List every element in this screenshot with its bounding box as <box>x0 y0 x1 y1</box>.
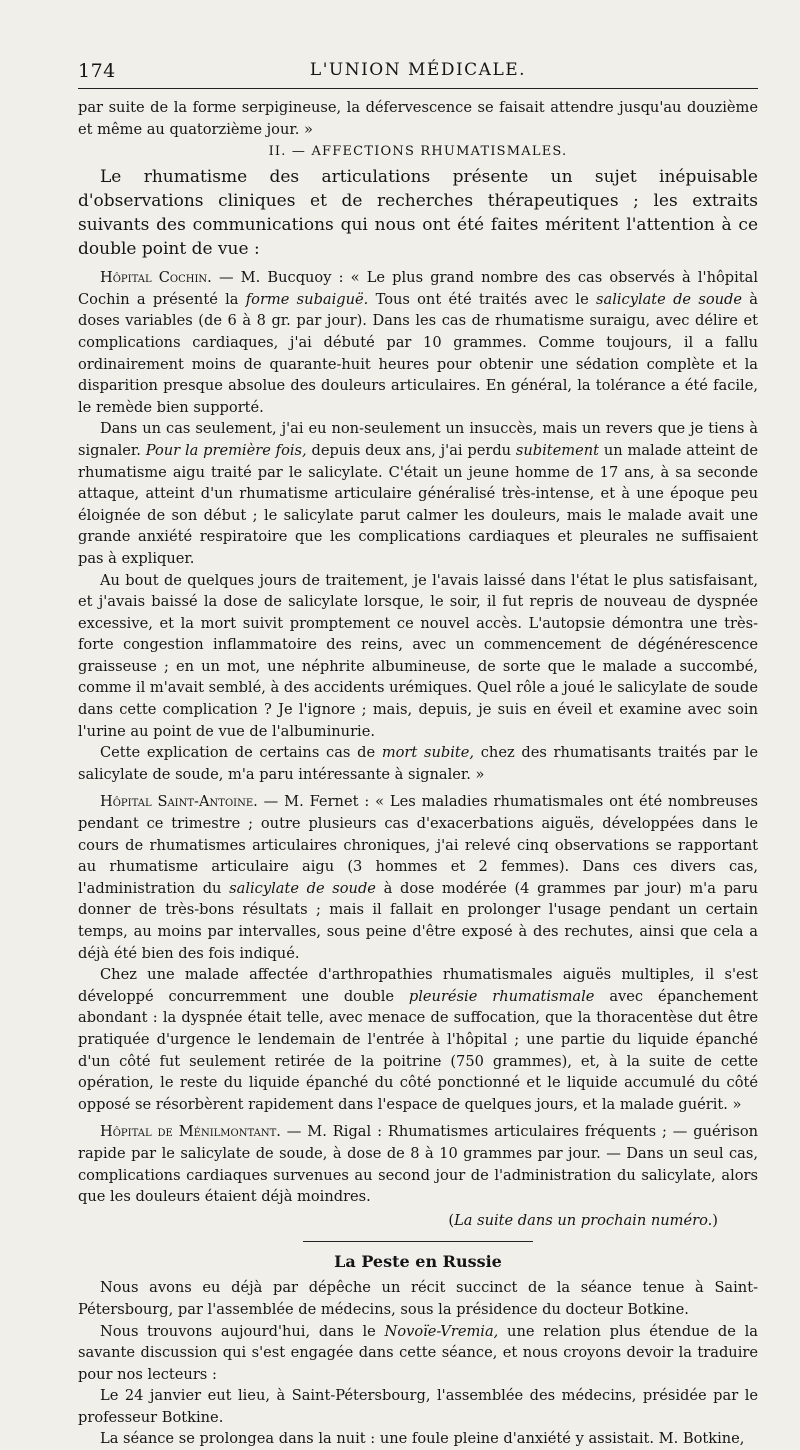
italic-run: forme subaiguë. <box>245 290 369 308</box>
text-run: Tous ont été traités avec le <box>368 290 596 308</box>
continued-note <box>78 1210 758 1232</box>
section-intro: Le rhumatisme des articulations présente un sujet inépuisable d'observations cliniques et de recherches thérapeutiques ; les extraits suivants des communications qui nous ont été faites méritent l'attention à ce double point de vue : <box>78 167 758 260</box>
text-run: à doses variables (de 6 à 8 gr. par jour). Dans les cas de rhumatisme suraigu, avec délire et complications cardiaques, j'ai débuté par 10 grammes. Comme toujours, il a fallu ordinairement moins de quarante-huit heures pour obtenir une sédation complète et la disparition presque absolue des douleurs articulaires. En général, la tolérance a été facile, le remède bien supporté. <box>78 290 758 416</box>
italic-run: Pour la première fois, <box>145 441 307 459</box>
text-run: à dose modérée (4 grammes par jour) m'a paru donner de très-bons résultats ; mais il fallait en prolonger l'usage pendant un certain temps, au moins par intervalles, sous peine d'être exposé à des rechutes, ainsi que cela a déjà été bien des fois indiqué. <box>78 879 758 962</box>
italic-run: salicylate de soude <box>596 290 743 308</box>
page-header <box>78 48 758 88</box>
continuation-paragraph: par suite de la forme serpigineuse, la défervescence se faisait attendre jusqu'au douzième et même au quatorzième jour. » <box>78 99 758 138</box>
text-run: — M. Rigal : Rhumatismes articulaires fréquents ; — guérison rapide par le salicylate de soude, à dose de 8 à 10 grammes par jour. — Dans un seul cas, complications cardiaques survenues au second jour de l'administration du salicylate, alors que les douleurs étaient déjà moindres. <box>78 1123 759 1206</box>
text-run: Chez une malade affectée d'arthropathies rhumatismales aiguës multiples, il s'est développé concurremment une double <box>78 966 758 1005</box>
text-run: une relation plus étendue de la savante discussion qui s'est engagée dans cette séance, et nous croyons devoir la traduire pour nos lecteurs : <box>78 1322 758 1383</box>
text-run: depuis deux ans, j'ai perdu <box>306 441 516 459</box>
italic-run: mort subite, <box>381 744 475 762</box>
article-paragraph-4: La séance se prolongea dans la nuit : une foule pleine d'anxiété y assistait. M. Botkine, <box>100 1430 745 1448</box>
italic-run: pleurésie rhumatismale <box>408 987 595 1005</box>
text-run: un malade atteint de rhumatisme aigu traité par le salicylate. C'était un jeune homme de 17 ans, à sa seconde attaque, atteint d'un rhumatisme articulaire généralisé très-intense, et à une époque peu éloignée de son début ; le salicylate parut calmer les douleurs, mais le malade avait une grande anxiété respiratoire que les complications cardiaques et pleurales ne suffisaient pas à expliquer. <box>78 441 758 567</box>
italic-run: Novoïe-Vremia, <box>384 1322 499 1340</box>
text-run: Cette explication de certains cas de <box>100 744 382 762</box>
article-paragraph-1: Nous avons eu déjà par dépêche un récit succinct de la séance tenue à Saint-Pétersbourg, par l'assemblée de médecins, sous la présidence du docteur Botkine. <box>78 1279 758 1318</box>
article-title: La Peste en Russie <box>334 1252 502 1272</box>
text-run: avec épanchement abondant : la dyspnée était telle, avec menace de suffocation, que la thoracentèse dut être pratiquée d'urgence le lendemain de l'entrée à l'hôpital ; une partie du liquide épanché d'un côté fut seulement retirée de la poitrine (750 grammes), et, à la suite de cette opération, le reste du liquide épanché du côté ponctionné et le liquide accumulé du côté opposé se résorbèrent rapidement dans l'espace de quelques jours, et la malade guérit. » <box>78 987 758 1113</box>
cochin-paragraph-4 <box>78 742 758 785</box>
continued-note-text: La suite dans un prochain numéro. <box>454 1211 713 1229</box>
hospital-name: Hôpital Cochin. <box>100 269 212 287</box>
running-title: L'UNION MÉDICALE. <box>309 60 527 80</box>
article-paragraph-2 <box>78 1321 758 1386</box>
paren-close: ) <box>712 1211 718 1229</box>
section-divider <box>303 1241 533 1242</box>
text-run: — M. Bucquoy : « Le plus grand nombre des cas observés à l'hôpital Cochin a présenté la <box>78 269 758 308</box>
header-rule <box>78 88 758 89</box>
cochin-paragraph-1 <box>78 267 758 418</box>
cochin-paragraph-2 <box>78 418 758 569</box>
hospital-name: Hôpital Saint-Antoine. <box>100 793 258 811</box>
text-run: Dans un cas seulement, j'ai eu non-seulement un insuccès, mais un revers que je tiens à signaler. <box>78 420 758 459</box>
paren-open: ( <box>448 1211 455 1229</box>
hospital-name: Hôpital de Ménilmontant. <box>100 1123 281 1141</box>
saint-antoine-paragraph-1 <box>78 791 758 964</box>
article-paragraph-3: Le 24 janvier eut lieu, à Saint-Pétersbourg, l'assemblée des médecins, présidée par le professeur Botkine. <box>78 1387 758 1426</box>
text-run: — M. Fernet : « Les maladies rhumatismales ont été nombreuses pendant ce trimestre ; outre plusieurs cas d'exacerbations aiguës, développées dans le cours de rhumatismes articulaires chroniques, j'ai relevé cinq observations se rapportant au rhumatisme articulaire aigu (3 hommes et 2 femmes). Dans ces divers cas, l'administration du <box>78 793 758 897</box>
italic-run: subitement <box>515 441 600 459</box>
cochin-paragraph-3: Au bout de quelques jours de traitement, je l'avais laissé dans l'état le plus satisfaisant, et j'avais baissé la dose de salicylate lorsque, le soir, il fut repris de nouveau de dyspnée excessive, et la mort suivit promptement ce nouvel accès. L'autopsie démontra une très-forte congestion inflammatoire des reins, avec un commencement de dégénérescence graisseuse ; en un mot, une néphrite albumineuse, de sorte que le malade a succombé, comme il m'avait semblé, à des accidents urémiques. Quel rôle a joué le salicylate de soude dans cette complication ? Je l'ignore ; mais, depuis, je suis en éveil et examine avec soin l'urine au point de vue de l'albuminurie. <box>78 571 758 740</box>
saint-antoine-paragraph-2 <box>78 964 758 1115</box>
text-run: chez des rhumatisants traités par le salicylate de soude, m'a paru intéressante à signaler. » <box>78 744 758 783</box>
text-run: Nous trouvons aujourd'hui, dans le <box>100 1322 385 1340</box>
italic-run: salicylate de soude <box>229 879 376 897</box>
section-heading: II. — AFFECTIONS RHUMATISMALES. <box>268 144 568 160</box>
menilmontant-paragraph <box>78 1121 758 1207</box>
page-number: 174 <box>78 60 116 82</box>
